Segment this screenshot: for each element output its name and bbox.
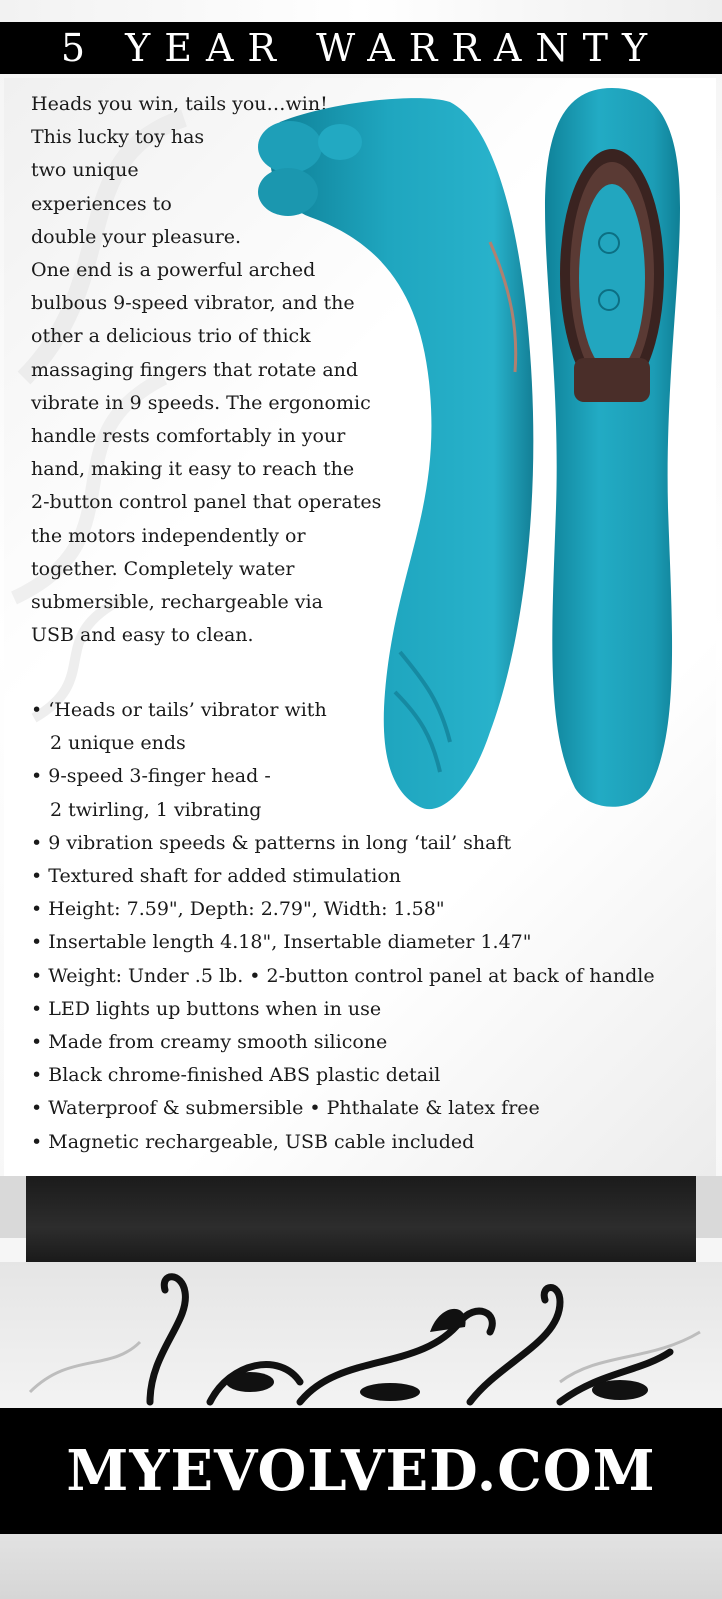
description-line: double your pleasure. [31,225,242,248]
warranty-banner: 5 YEAR WARRANTY [0,22,722,74]
description-line: handle rests comfortably in your [31,425,346,448]
description-line: 2-button control panel that operates [31,491,382,514]
feature-item: • 9 vibration speeds & patterns in long ‘tail’ shaft [31,831,512,854]
description-line: together. Completely water [31,557,295,580]
description-line: USB and easy to clean. [31,624,254,647]
feature-item: • ‘Heads or tails’ vibrator with [31,699,327,721]
feature-item: 2 twirling, 1 vibrating [50,798,262,821]
feature-list [31,694,711,1159]
feature-item: • Black chrome-finished ABS plastic detail [31,1064,441,1087]
feature-item: • Insertable length 4.18", Insertable diameter 1.47" [31,931,532,954]
feature-item: • Magnetic rechargeable, USB cable included [31,1130,475,1153]
description-line: vibrate in 9 speeds. The ergonomic [31,391,371,414]
feature-item: • Textured shaft for added stimulation [31,865,402,888]
description-line: other a delicious trio of thick [31,325,311,348]
feature-item: • Made from creamy smooth silicone [31,1031,388,1054]
description-line: Heads you win, tails you…win! [31,93,328,115]
website-url-banner: MYEVOLVED.COM [0,1408,722,1534]
swirl-ornament [0,1262,722,1408]
feature-item: • Weight: Under .5 lb. • 2-button control panel at back of handle [31,964,655,987]
description-line: two unique [31,159,139,182]
description-line: submersible, rechargeable via [31,591,323,614]
feature-item: • 9-speed 3-finger head - [31,765,271,788]
description-line: hand, making it easy to reach the [31,458,355,481]
top-strip [0,0,722,22]
feature-item: • Height: 7.59", Depth: 2.79", Width: 1.58" [31,898,445,921]
description-line: experiences to [31,192,172,215]
bottom-strip [0,1534,722,1599]
description-line: bulbous 9-speed vibrator, and the [31,292,355,315]
dark-slot [26,1176,696,1262]
feature-item: • Waterproof & submersible • Phthalate & latex free [31,1097,540,1120]
feature-item: 2 unique ends [50,732,186,755]
description-line: the motors independently or [31,524,306,547]
description-line: massaging fingers that rotate and [31,358,359,381]
feature-item: • LED lights up buttons when in use [31,997,382,1020]
description-line: One end is a powerful arched [31,259,316,282]
ornament-band [0,1262,722,1408]
description-line: This lucky toy has [31,126,205,149]
